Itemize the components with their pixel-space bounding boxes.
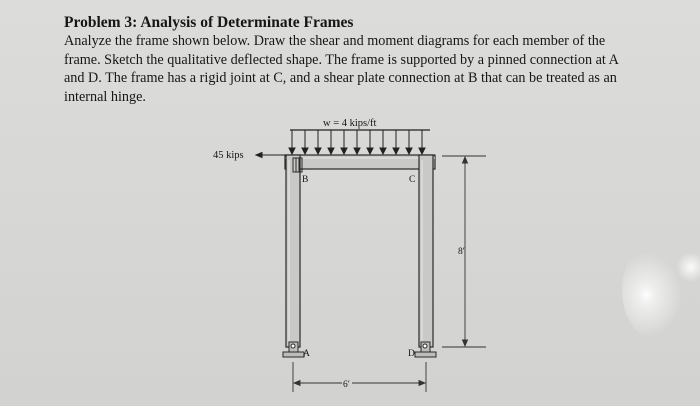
width-dimension [293,362,426,392]
light-glare-edge [676,252,700,282]
problem-line-1: Analyze the frame shown below. Draw the shear and moment diagrams for each member of the [64,33,606,49]
problem-line-4: internal hinge. [64,88,146,105]
problem-line-2: frame. Sketch the qualitative deflected shape. The frame is supported by a pinned connection at A [64,51,619,68]
width-dimension-label: 6′ [343,380,350,390]
label-c: C [409,175,416,185]
column-ab [286,155,300,347]
distributed-load-label: w = 4 kips/ft [323,118,377,129]
problem-title: Problem 3: Analysis of Determinate Frames [64,14,354,31]
distributed-load-arrows [289,130,425,154]
height-dimension-label: 8′ [458,247,465,257]
label-b: B [302,175,309,185]
beam-bc [285,155,435,169]
label-d: D [408,349,415,359]
problem-line-3: and D. The frame has a rigid joint at C, and a shear plate connection at B that can be treated as an [64,70,617,87]
label-a: A [303,349,310,359]
point-load-label: 45 kips [213,150,244,161]
point-load-arrow [256,153,286,158]
column-cd [419,155,433,347]
